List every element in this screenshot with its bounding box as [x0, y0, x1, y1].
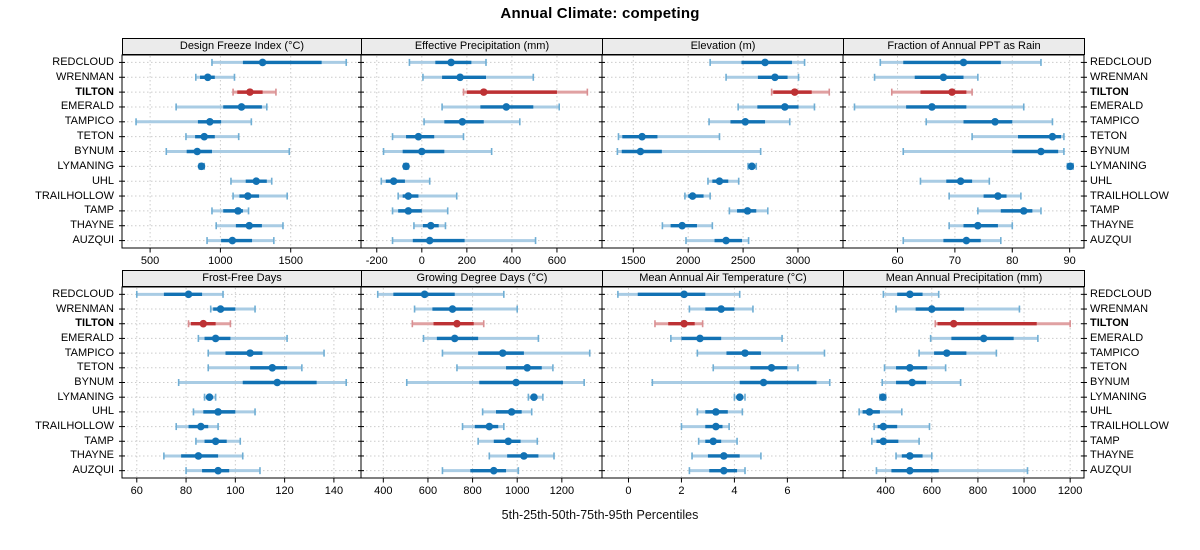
station-label-right-teton: TETON	[1090, 130, 1128, 143]
x-tick-fraction-of-annual-ppt-as-rain-80: 80	[1006, 255, 1019, 267]
station-label-left-tampico: TAMPICO	[64, 346, 114, 359]
station-label-right-teton: TETON	[1090, 361, 1128, 374]
station-label-left-lymaning: LYMANING	[57, 390, 114, 403]
station-label-left-emerald: EMERALD	[60, 100, 114, 113]
series-lymaning	[1066, 163, 1074, 171]
station-label-right-tampico: TAMPICO	[1090, 346, 1140, 359]
x-tick-effective-precipitation-mm-400: 400	[502, 255, 522, 267]
station-label-right-wrenman: WRENMAN	[1090, 70, 1149, 83]
station-label-left-thayne: THAYNE	[70, 449, 114, 462]
station-label-right-tilton: TILTON	[1090, 85, 1129, 98]
x-tick-elevation-m-2500: 2500	[730, 255, 756, 267]
panel-header-elevation-m: Elevation (m)	[602, 38, 844, 55]
station-label-right-auzqui: AUZQUI	[1090, 464, 1132, 477]
x-tick-effective-precipitation-mm-200: 200	[457, 255, 477, 267]
station-label-left-redcloud: REDCLOUD	[52, 287, 114, 300]
x-tick-elevation-m-1500: 1500	[621, 255, 646, 267]
station-label-left-trailhollow: TRAILHOLLOW	[35, 189, 114, 202]
figure-caption: 5th-25th-50th-75th-95th Percentiles	[501, 508, 699, 522]
panel-frost-free-days	[122, 287, 361, 483]
station-label-right-emerald: EMERALD	[1090, 331, 1144, 344]
x-tick-fraction-of-annual-ppt-as-rain-70: 70	[948, 255, 962, 267]
station-label-right-tamp: TAMP	[1090, 434, 1120, 447]
station-label-right-trailhollow: TRAILHOLLOW	[1090, 189, 1169, 202]
x-tick-frost-free-days-80: 80	[179, 485, 193, 497]
station-label-left-teton: TETON	[76, 361, 114, 374]
station-label-right-thayne: THAYNE	[1090, 449, 1134, 462]
panel-block-0	[116, 55, 1090, 255]
station-label-left-tilton: TILTON	[75, 317, 114, 330]
x-tick-growing-degree-days-c-1200: 1200	[549, 485, 575, 497]
x-tick-growing-degree-days-c-1000: 1000	[504, 485, 530, 497]
station-label-left-redcloud: REDCLOUD	[52, 55, 114, 68]
station-label-right-lymaning: LYMANING	[1090, 159, 1147, 172]
x-tick-design-freeze-index-c-1000: 1000	[208, 255, 233, 267]
station-label-right-tampico: TAMPICO	[1090, 115, 1140, 128]
panel-elevation-m	[602, 55, 843, 253]
x-tick-fraction-of-annual-ppt-as-rain-60: 60	[891, 255, 904, 267]
x-tick-mean-annual-precipitation-mm-400: 400	[876, 485, 895, 497]
x-tick-frost-free-days-100: 100	[226, 485, 245, 497]
station-label-right-auzqui: AUZQUI	[1090, 234, 1132, 247]
station-label-left-teton: TETON	[76, 130, 114, 143]
station-label-left-tamp: TAMP	[84, 204, 114, 217]
panel-growing-degree-days-c	[361, 287, 602, 483]
station-label-right-emerald: EMERALD	[1090, 100, 1144, 113]
station-label-right-lymaning: LYMANING	[1090, 390, 1147, 403]
x-tick-effective-precipitation-mm-600: 600	[547, 255, 567, 267]
series-lymaning	[198, 163, 206, 171]
x-tick-fraction-of-annual-ppt-as-rain-90: 90	[1063, 255, 1076, 267]
x-tick-mean-annual-air-temperature-c-2: 2	[678, 485, 685, 497]
station-label-left-wrenman: WRENMAN	[55, 302, 114, 315]
panel-header-mean-annual-precipitation-mm: Mean Annual Precipitation (mm)	[843, 270, 1085, 287]
station-label-right-bynum: BYNUM	[1090, 376, 1130, 388]
x-tick-growing-degree-days-c-600: 600	[418, 485, 438, 497]
station-label-left-bynum: BYNUM	[74, 376, 114, 388]
station-label-right-tamp: TAMP	[1090, 204, 1120, 217]
station-label-right-tilton: TILTON	[1090, 317, 1129, 330]
x-tick-effective-precipitation-mm-0: 0	[418, 255, 425, 267]
x-tick-frost-free-days-140: 140	[324, 485, 344, 497]
station-label-right-redcloud: REDCLOUD	[1090, 55, 1152, 68]
figure-title: Annual Climate: competing	[500, 5, 700, 22]
station-label-left-auzqui: AUZQUI	[72, 464, 114, 477]
series-lymaning	[879, 393, 887, 401]
panel-header-frost-free-days: Frost-Free Days	[122, 270, 362, 287]
x-tick-mean-annual-precipitation-mm-600: 600	[922, 485, 941, 497]
x-tick-effective-precipitation-mm--200: -200	[365, 255, 388, 267]
series-lymaning	[402, 163, 410, 171]
station-label-right-uhl: UHL	[1090, 174, 1113, 187]
station-label-left-bynum: BYNUM	[74, 145, 114, 157]
x-tick-mean-annual-precipitation-mm-1000: 1000	[1011, 485, 1037, 497]
panel-block-1	[116, 287, 1090, 485]
station-label-left-tampico: TAMPICO	[64, 115, 114, 128]
station-label-right-wrenman: WRENMAN	[1090, 302, 1149, 315]
station-label-left-lymaning: LYMANING	[57, 159, 114, 172]
panel-header-effective-precipitation-mm: Effective Precipitation (mm)	[361, 38, 603, 55]
x-tick-design-freeze-index-c-500: 500	[140, 255, 160, 267]
station-label-left-tilton: TILTON	[75, 85, 114, 98]
panel-mean-annual-air-temperature-c	[602, 287, 843, 483]
station-label-left-emerald: EMERALD	[60, 331, 114, 344]
station-label-right-bynum: BYNUM	[1090, 145, 1130, 157]
x-tick-growing-degree-days-c-800: 800	[463, 485, 482, 497]
x-tick-mean-annual-precipitation-mm-1200: 1200	[1057, 485, 1083, 497]
panel-fraction-of-annual-ppt-as-rain	[843, 55, 1084, 253]
panel-header-design-freeze-index-c: Design Freeze Index (°C)	[122, 38, 362, 55]
panel-design-freeze-index-c	[122, 55, 361, 253]
station-label-right-thayne: THAYNE	[1090, 219, 1134, 232]
panel-effective-precipitation-mm	[361, 55, 602, 253]
x-tick-frost-free-days-60: 60	[130, 485, 143, 497]
station-label-left-thayne: THAYNE	[70, 219, 114, 232]
x-tick-mean-annual-air-temperature-c-4: 4	[731, 485, 738, 497]
x-tick-mean-annual-precipitation-mm-800: 800	[968, 485, 988, 497]
panel-header-growing-degree-days-c: Growing Degree Days (°C)	[361, 270, 603, 287]
x-tick-design-freeze-index-c-1500: 1500	[278, 255, 303, 267]
station-label-left-uhl: UHL	[91, 405, 114, 418]
station-label-left-auzqui: AUZQUI	[72, 234, 114, 247]
panel-mean-annual-precipitation-mm	[843, 287, 1084, 483]
x-tick-mean-annual-air-temperature-c-6: 6	[784, 485, 791, 497]
x-tick-growing-degree-days-c-400: 400	[374, 485, 393, 497]
x-tick-elevation-m-2000: 2000	[675, 255, 701, 267]
station-label-left-uhl: UHL	[91, 174, 114, 187]
panel-header-fraction-of-annual-ppt-as-rain: Fraction of Annual PPT as Rain	[843, 38, 1085, 55]
panel-header-mean-annual-air-temperature-c: Mean Annual Air Temperature (°C)	[602, 270, 844, 287]
station-label-left-trailhollow: TRAILHOLLOW	[35, 420, 114, 433]
station-label-left-tamp: TAMP	[84, 434, 114, 447]
x-tick-frost-free-days-120: 120	[275, 485, 294, 497]
station-label-left-wrenman: WRENMAN	[55, 70, 114, 83]
x-tick-elevation-m-3000: 3000	[785, 255, 811, 267]
station-label-right-trailhollow: TRAILHOLLOW	[1090, 420, 1169, 433]
x-tick-mean-annual-air-temperature-c-0: 0	[625, 485, 632, 497]
station-label-right-uhl: UHL	[1090, 405, 1113, 418]
station-label-right-redcloud: REDCLOUD	[1090, 287, 1152, 300]
